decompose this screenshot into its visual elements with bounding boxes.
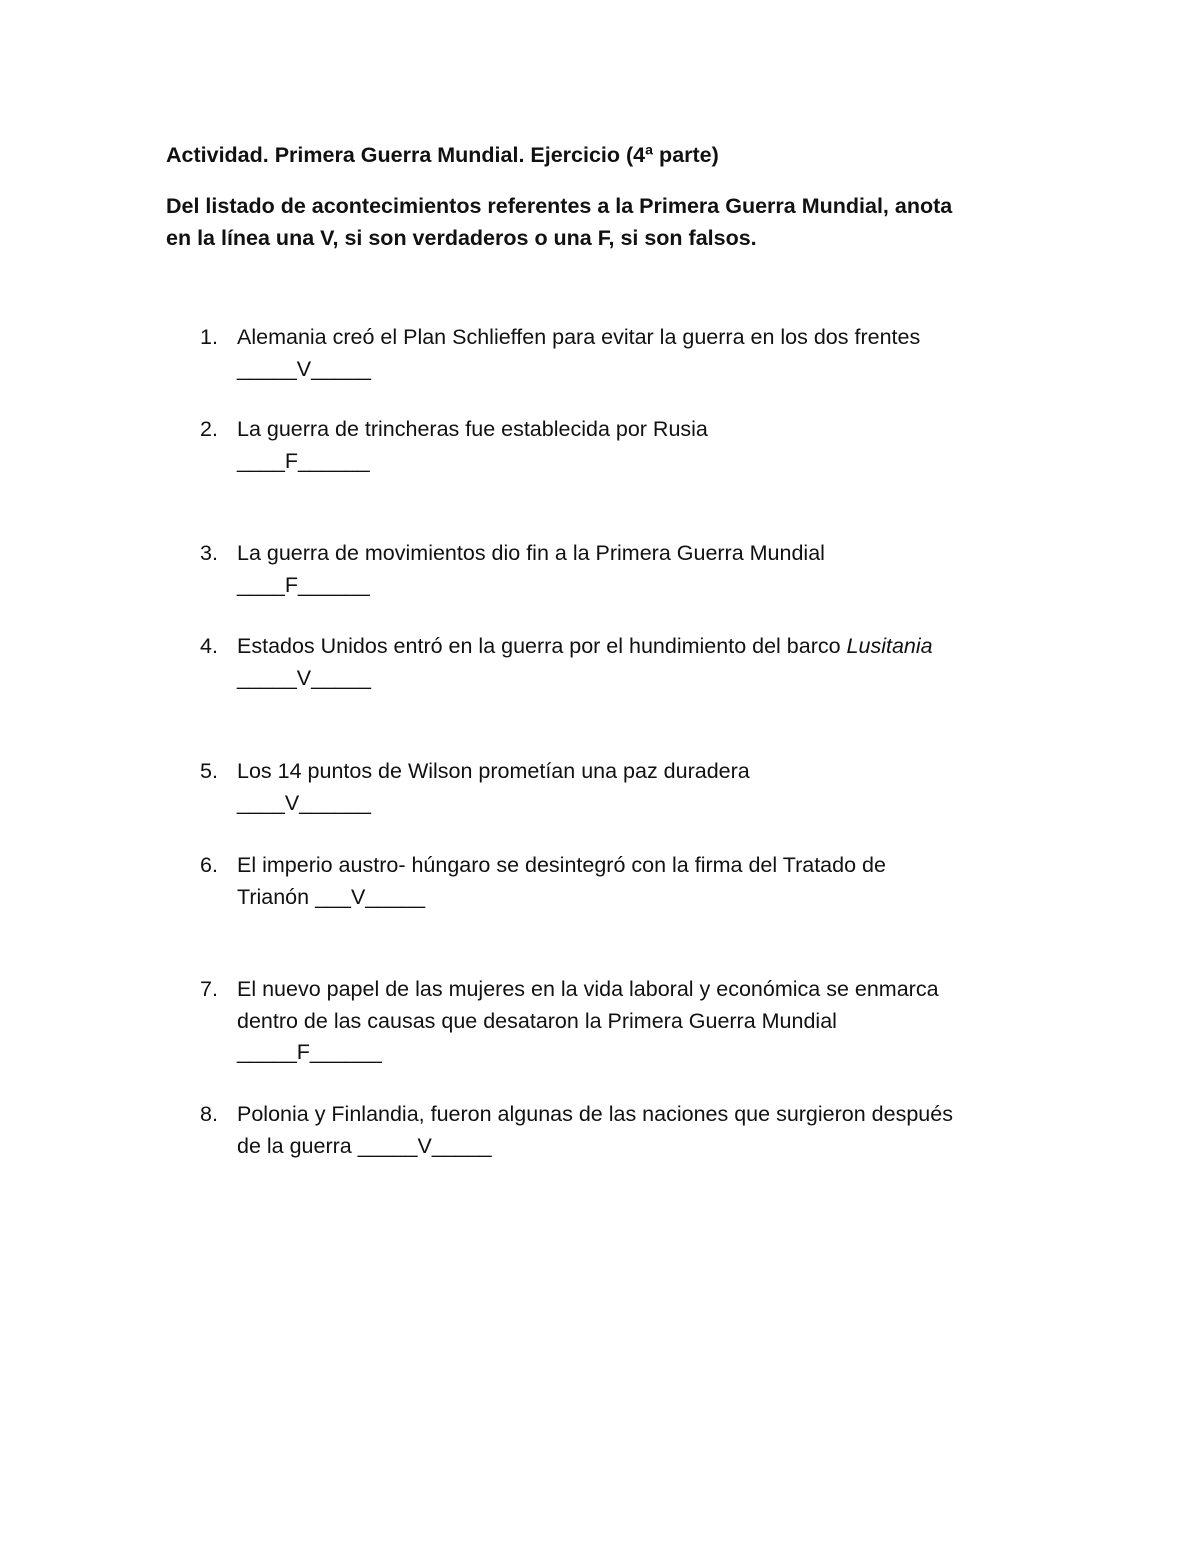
item-body: [237, 850, 1037, 913]
item-statement: La guerra de trincheras fue establecida por Rusia: [237, 417, 708, 441]
item-statement: El imperio austro- húngaro se desintegró con la firma del Tratado de: [237, 853, 886, 877]
item-number: 4.: [200, 634, 218, 658]
item-number: 1.: [200, 325, 218, 349]
item-answer: de la guerra _____V_____: [237, 1133, 492, 1158]
instructions-line-1: Del listado de acontecimientos referentes a la Primera Guerra Mundial, anota: [166, 194, 953, 218]
instructions-line-2: en la línea una V, si son verdaderos o una F, si son falsos.: [166, 225, 757, 250]
item-answer: _____F______: [237, 1040, 382, 1064]
item-statement: Polonia y Finlandia, fueron algunas de las naciones que surgieron después: [237, 1102, 953, 1126]
item-answer: _____V_____: [237, 356, 371, 381]
item-statement: El nuevo papel de las mujeres en la vida laboral y económica se enmarca: [237, 977, 939, 1001]
item-body: [237, 756, 1037, 819]
item-number: 6.: [200, 853, 218, 877]
item-statement: Alemania creó el Plan Schlieffen para evitar la guerra en los dos frentes: [237, 325, 921, 349]
item-body: [237, 974, 1037, 1069]
item-statement-text: Estados Unidos entró en la guerra por el hundimiento del barco: [237, 634, 847, 658]
item-answer: ____F______: [237, 448, 370, 473]
item-answer: ____F______: [237, 572, 370, 597]
page-title: Actividad. Primera Guerra Mundial. Ejercicio (4ª parte): [166, 143, 719, 167]
item-body: [237, 631, 1037, 694]
item-number: 7.: [200, 977, 218, 1001]
item-answer: Trianón ___V_____: [237, 884, 426, 909]
item-body: [237, 322, 1037, 385]
item-body: [237, 414, 1037, 477]
item-statement: Los 14 puntos de Wilson prometían una paz duradera: [237, 759, 750, 783]
item-statement: [237, 631, 1037, 663]
item-body: [237, 1099, 1037, 1162]
item-number: 3.: [200, 541, 218, 565]
item-number: 2.: [200, 417, 218, 441]
item-statement-continued: dentro de las causas que desataron la Primera Guerra Mundial: [237, 1008, 837, 1033]
item-statement: La guerra de movimientos dio fin a la Primera Guerra Mundial: [237, 541, 825, 565]
item-answer: _____V_____: [237, 665, 371, 690]
instructions: [166, 191, 1046, 254]
item-body: [237, 538, 1037, 601]
item-answer: ____V______: [237, 790, 371, 815]
ship-name: Lusitania: [846, 634, 933, 658]
item-number: 5.: [200, 759, 218, 783]
item-number: 8.: [200, 1102, 218, 1126]
